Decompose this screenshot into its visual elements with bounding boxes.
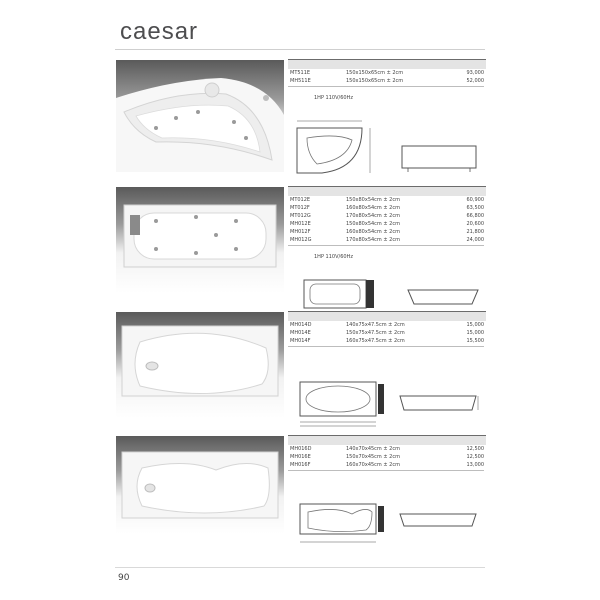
table-row: MT012E 150x80x54cm ± 2cm 60,900 — [290, 197, 484, 203]
row-divider — [288, 470, 484, 471]
spec-list — [290, 472, 484, 485]
table-row: MH014D 140x75x47.5cm ± 2cm 15,000 — [290, 322, 484, 328]
table-row: MH014F 160x75x47.5cm ± 2cm 15,500 — [290, 338, 484, 344]
product-photo-acrylic-tub-2 — [116, 436, 284, 534]
technical-drawing-side — [396, 510, 482, 532]
table-row: MH511E 150x150x65cm ± 2cm 52,000 — [290, 78, 484, 84]
spec-list: 1HP 110V/60Hz — [314, 94, 353, 101]
technical-drawing-top — [296, 500, 392, 548]
header-divider — [115, 49, 485, 50]
page-number: 90 — [118, 573, 130, 583]
row-divider — [288, 245, 484, 246]
table-row: MH014E 150x75x47.5cm ± 2cm 15,000 — [290, 330, 484, 336]
technical-drawing-side — [398, 140, 482, 174]
table-row: MH012G 170x80x54cm ± 2cm 24,000 — [290, 237, 484, 243]
section-title-4 — [288, 435, 486, 445]
product-photo-corner-tub — [116, 60, 284, 172]
table-row: MT511E 150x150x65cm ± 2cm 93,000 — [290, 70, 484, 76]
technical-drawing-top — [292, 118, 382, 178]
section-title-3 — [288, 311, 486, 321]
technical-drawing-side — [396, 392, 482, 416]
table-row: MH016F 160x70x45cm ± 2cm 13,000 — [290, 462, 484, 468]
table-row: MH016D 140x70x45cm ± 2cm 12,500 — [290, 446, 484, 452]
technical-drawing-side — [404, 286, 482, 308]
technical-drawing-top — [296, 378, 392, 430]
product-photo-massage-tub — [116, 187, 284, 293]
table-row: MH016E 150x70x45cm ± 2cm 12,500 — [290, 454, 484, 460]
table-row: MH012F 160x80x54cm ± 2cm 21,800 — [290, 229, 484, 235]
product-photo-acrylic-tub — [116, 312, 284, 418]
table-row: MT012F 160x80x54cm ± 2cm 63,500 — [290, 205, 484, 211]
spec-list — [290, 348, 484, 361]
spec-list: 1HP 110V/60Hz — [314, 253, 353, 260]
table-row: MH012E 150x80x54cm ± 2cm 20,600 — [290, 221, 484, 227]
brand-logo: caesar — [120, 18, 199, 45]
row-divider — [288, 86, 484, 87]
section-title-2 — [288, 186, 486, 196]
footer-divider — [115, 567, 485, 568]
technical-drawing-top — [300, 276, 380, 312]
table-row: MT012G 170x80x54cm ± 2cm 66,800 — [290, 213, 484, 219]
section-title-1 — [288, 59, 486, 69]
row-divider — [288, 346, 484, 347]
